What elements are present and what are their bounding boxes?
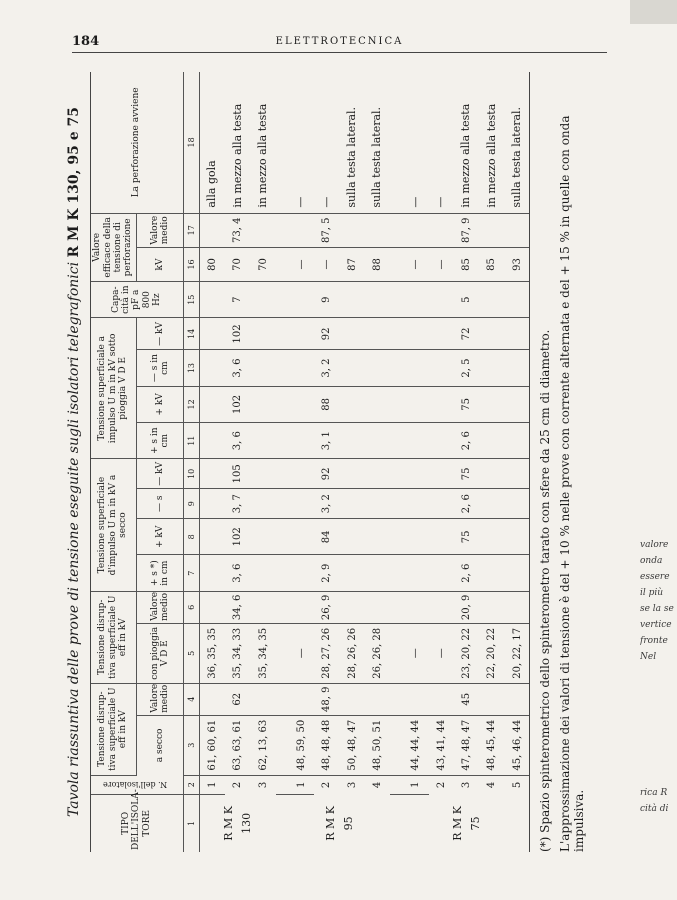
footnote-spark-gap: (*) Spazio spinterometrico dello spinterometro tarato con sfere da 25 cm di diametro. [538, 329, 552, 852]
cell-c17: 87, 5 [314, 213, 339, 247]
cell-c10 [340, 459, 365, 489]
cell-c10: 75 [454, 459, 479, 489]
cell-c9 [403, 489, 428, 519]
cell-c18: in mezzo alla testa [454, 72, 479, 213]
table-row [340, 72, 365, 852]
cell-c13 [505, 350, 530, 386]
cell-c11: 3, 6 [225, 423, 250, 459]
cell-c10 [403, 459, 428, 489]
header-tipo: TIPO DELL'ISOLA- TORE [90, 794, 184, 852]
col-number: 14 [184, 318, 200, 350]
cell-c11 [365, 423, 390, 459]
cell-c13 [200, 350, 226, 386]
cell-c14 [289, 318, 314, 350]
fragment-line: fronte [640, 636, 668, 646]
cell-c3: 62, 13, 63 [251, 715, 276, 775]
header-group-rain: Tensione disrup- tiva superficiale U eff in kV [90, 591, 137, 683]
cell-c10 [479, 459, 504, 489]
cell-c12 [200, 386, 226, 422]
cell-c15 [289, 282, 314, 318]
cell-c18: in mezzo alla testa [251, 72, 276, 213]
cell-c12 [365, 386, 390, 422]
cell-number: 4 [371, 781, 383, 789]
cell-c14 [365, 318, 390, 350]
cell-c12 [505, 386, 530, 422]
cell-c15 [365, 282, 390, 318]
col-number: 4 [184, 683, 200, 715]
header-rule [72, 52, 607, 53]
cell-c12: 102 [225, 386, 250, 422]
cell-c14 [200, 318, 226, 350]
cell-c17 [289, 213, 314, 247]
fragment-line: il più [640, 588, 664, 598]
cell-c10 [505, 459, 530, 489]
table-row [454, 72, 479, 852]
cell-c3: 44, 44, 44 [403, 715, 428, 775]
cell-c18: in mezzo alla testa [225, 72, 250, 213]
cell-c18: — [403, 72, 428, 213]
cell-c16: 70 [225, 247, 250, 281]
cell-c9 [289, 489, 314, 519]
cell-tipo: R M K 75 [451, 806, 482, 841]
cell-c4 [289, 683, 314, 715]
cell-c4 [251, 683, 276, 715]
cell-c7 [289, 555, 314, 591]
fragment-line: rica R [640, 788, 668, 798]
cell-tipo: R M K 95 [324, 806, 355, 841]
cell-c6: 34, 6 [225, 591, 250, 623]
cell-number: 2 [435, 781, 447, 789]
cell-c8: 75 [454, 519, 479, 555]
cell-c17 [505, 213, 530, 247]
table-body [200, 72, 531, 852]
cell-c14 [340, 318, 365, 350]
cell-c14 [479, 318, 504, 350]
cell-c4 [403, 683, 428, 715]
cell-c16: 88 [365, 247, 390, 281]
cell-c18: — [429, 72, 454, 213]
cell-c7 [251, 555, 276, 591]
cell-c3: 61, 60, 61 [200, 715, 226, 775]
header-c14: — kV [137, 318, 184, 350]
cell-c4: 45 [454, 683, 479, 715]
cell-c8 [200, 519, 226, 555]
cell-c13: 3, 2 [314, 350, 339, 386]
header-group-impulse-dry: Tensione superficiale d'impulso U m in kV a secco [90, 459, 137, 591]
col-number: 13 [184, 350, 200, 386]
table-row [314, 72, 339, 852]
cell-c8 [429, 519, 454, 555]
header-c6: Valore medio [137, 591, 184, 623]
cell-c17 [200, 213, 226, 247]
cell-c14 [403, 318, 428, 350]
cell-c6: 20, 9 [454, 591, 479, 623]
cell-number: 2 [232, 781, 244, 789]
cell-c18: sulla testa lateral. [340, 72, 365, 213]
cell-c10 [251, 459, 276, 489]
cell-c8 [340, 519, 365, 555]
cell-c4 [479, 683, 504, 715]
cell-c7 [403, 555, 428, 591]
cell-c10: 105 [225, 459, 250, 489]
cell-c16: 93 [505, 247, 530, 281]
col-number: 10 [184, 459, 200, 489]
cell-c6 [429, 591, 454, 623]
cell-c10 [289, 459, 314, 489]
header-c12: + kV [137, 386, 184, 422]
cell-c18: in mezzo alla testa [479, 72, 504, 213]
cell-c17: 87, 9 [454, 213, 479, 247]
adjacent-page-fragment [640, 540, 677, 900]
col-number: 17 [184, 213, 200, 247]
group-gap [390, 72, 403, 852]
cell-c5: 35, 34, 33 [225, 623, 250, 683]
fragment-line: se la se [640, 604, 674, 614]
cell-c5: 20, 22, 17 [505, 623, 530, 683]
cell-c6 [365, 591, 390, 623]
group-gap [276, 72, 289, 852]
cell-c12 [289, 386, 314, 422]
header-c13: — s in cm [137, 350, 184, 386]
cell-c13 [365, 350, 390, 386]
cell-c8 [479, 519, 504, 555]
header-group-perforation: Valore efficace della tensione di perforazione [90, 213, 137, 281]
header-c3: a secco [137, 715, 184, 775]
cell-c5: 23, 20, 22 [454, 623, 479, 683]
cell-c17 [365, 213, 390, 247]
cell-c9: 3, 7 [225, 489, 250, 519]
header-c17: Valore medio [137, 213, 184, 247]
cell-c8: 102 [225, 519, 250, 555]
cell-c8 [365, 519, 390, 555]
fragment-line: essere [640, 572, 670, 582]
cell-c6: 26, 9 [314, 591, 339, 623]
cell-number: 3 [460, 781, 472, 789]
cell-c3: 63, 63, 61 [225, 715, 250, 775]
col-number: 15 [184, 282, 200, 318]
cell-c18: — [314, 72, 339, 213]
cell-c17 [403, 213, 428, 247]
cell-c14: 92 [314, 318, 339, 350]
cell-c4 [429, 683, 454, 715]
col-number: 1 [184, 794, 200, 852]
cell-c7: 2, 9 [314, 555, 339, 591]
header-num: N. dell'isolatore [90, 775, 184, 794]
cell-c5: 26, 26, 28 [365, 623, 390, 683]
cell-c14 [505, 318, 530, 350]
cell-number: 1 [403, 775, 428, 794]
cell-c6 [289, 591, 314, 623]
running-title: ELETTROTECNICA [275, 36, 404, 47]
cell-c5: 35, 34, 35 [251, 623, 276, 683]
cell-c5: 28, 26, 26 [340, 623, 365, 683]
col-number: 11 [184, 423, 200, 459]
cell-c5: 22, 20, 22 [479, 623, 504, 683]
cell-c18: sulla testa lateral. [505, 72, 530, 213]
cell-c4 [505, 683, 530, 715]
cell-c3: 50, 48, 47 [340, 715, 365, 775]
cell-c6 [479, 591, 504, 623]
cell-c5: — [429, 623, 454, 683]
cell-c13 [251, 350, 276, 386]
cell-c17 [340, 213, 365, 247]
cell-c10 [429, 459, 454, 489]
table-row [479, 72, 504, 852]
cell-number: 2 [321, 781, 333, 789]
cell-c12 [340, 386, 365, 422]
cell-c9: 2, 6 [454, 489, 479, 519]
cell-c16: — [403, 247, 428, 281]
header-c7: + s *) in cm [137, 555, 184, 591]
cell-c13 [403, 350, 428, 386]
header-group-impulse-rain: Tensione superficiale a impulso U m in kV sotto pioggia V D E [90, 318, 137, 459]
cell-c16: — [314, 247, 339, 281]
cell-c15 [251, 282, 276, 318]
cell-number: 1 [200, 775, 226, 794]
fragment-line: onda [640, 556, 663, 566]
cell-c7 [479, 555, 504, 591]
cell-c4 [365, 683, 390, 715]
cell-c7 [505, 555, 530, 591]
cell-c16: 70 [251, 247, 276, 281]
cell-c11: 3, 1 [314, 423, 339, 459]
cell-number: 1 [289, 775, 314, 794]
cell-c4: 48, 9 [314, 683, 339, 715]
cell-c13: 3, 6 [225, 350, 250, 386]
cell-c8 [403, 519, 428, 555]
summary-table [90, 72, 530, 852]
cell-c5: — [403, 623, 428, 683]
cell-c8 [289, 519, 314, 555]
cell-c5: — [289, 623, 314, 683]
page-number: 184 [72, 34, 100, 49]
cell-c7 [365, 555, 390, 591]
cell-c4 [200, 683, 226, 715]
cell-c15: 9 [314, 282, 339, 318]
page-header [72, 34, 607, 56]
cell-c8 [505, 519, 530, 555]
table-head [90, 72, 200, 852]
cell-c3: 48, 50, 51 [365, 715, 390, 775]
cell-c8 [251, 519, 276, 555]
cell-c16: 80 [200, 247, 226, 281]
table-row [403, 72, 428, 852]
cell-c15 [479, 282, 504, 318]
cell-number: 4 [486, 781, 498, 789]
cell-c9 [365, 489, 390, 519]
col-number: 2 [184, 775, 200, 794]
cell-c9 [505, 489, 530, 519]
cell-c17 [479, 213, 504, 247]
col-number: 6 [184, 591, 200, 623]
cell-number: 5 [511, 781, 523, 789]
cell-c3: 48, 59, 50 [289, 715, 314, 775]
cell-c10 [365, 459, 390, 489]
cell-c11 [289, 423, 314, 459]
cell-c11 [429, 423, 454, 459]
table-row [225, 72, 250, 852]
cell-c18: alla gola [200, 72, 226, 213]
cell-c16: 85 [454, 247, 479, 281]
fragment-line: cità di [640, 804, 669, 814]
cell-c13 [289, 350, 314, 386]
cell-c15 [403, 282, 428, 318]
fragment-line: valore [640, 540, 669, 550]
cell-c16: 87 [340, 247, 365, 281]
cell-c6 [403, 591, 428, 623]
table-row [289, 72, 314, 852]
table-row [365, 72, 390, 852]
cell-c11 [340, 423, 365, 459]
cell-c16: — [289, 247, 314, 281]
cell-c5: 28, 27, 26 [314, 623, 339, 683]
cell-number: 3 [346, 781, 358, 789]
cell-c3: 48, 48, 48 [314, 715, 339, 775]
cell-c7: 2, 6 [454, 555, 479, 591]
cell-tipo: R M K 130 [222, 806, 253, 841]
cell-c6 [251, 591, 276, 623]
cell-c12: 75 [454, 386, 479, 422]
cell-c10 [200, 459, 226, 489]
cell-c7: 3, 6 [225, 555, 250, 591]
header-c9: — s [137, 489, 184, 519]
cell-c15: 5 [454, 282, 479, 318]
cell-c11 [479, 423, 504, 459]
cell-c3: 47, 48, 47 [454, 715, 479, 775]
cell-c13 [429, 350, 454, 386]
rotated-table-block [62, 72, 586, 852]
cell-c17: 73, 4 [225, 213, 250, 247]
cell-c11 [251, 423, 276, 459]
header-c10: — kV [137, 459, 184, 489]
header-capacity: Capa- cità in pF a 800 Hz [90, 282, 184, 318]
header-c4: Valore medio [137, 683, 184, 715]
cell-number: 3 [257, 781, 269, 789]
cell-c5: 36, 35, 35 [200, 623, 226, 683]
caption-models: R M K 130, 95 e 75 [66, 106, 82, 258]
cell-c15 [429, 282, 454, 318]
cell-c12: 88 [314, 386, 339, 422]
cell-c13 [340, 350, 365, 386]
cell-c6 [200, 591, 226, 623]
cell-c6 [340, 591, 365, 623]
header-c16: kV [137, 247, 184, 281]
cell-c18: sulla testa lateral. [365, 72, 390, 213]
cell-c3: 43, 41, 44 [429, 715, 454, 775]
table-caption: Tavola riassuntiva delle prove di tensione eseguite sugli isolatori telegrafonici R M K 130, 95 e 75 [66, 106, 82, 818]
cell-c12 [251, 386, 276, 422]
cell-c11 [505, 423, 530, 459]
cell-c13: 2, 5 [454, 350, 479, 386]
cell-c15 [505, 282, 530, 318]
col-number: 18 [184, 72, 200, 213]
cell-c9 [200, 489, 226, 519]
col-number: 8 [184, 519, 200, 555]
cell-c12 [429, 386, 454, 422]
cell-c17 [429, 213, 454, 247]
cell-c14: 102 [225, 318, 250, 350]
table-row [505, 72, 530, 852]
col-number: 3 [184, 715, 200, 775]
cell-c13 [479, 350, 504, 386]
col-number: 9 [184, 489, 200, 519]
footnote-approximation: L'approssimazione dei valori di tensione è del + 10 % nelle prove con corrente alternata e del + 15 % in quelle con onda impulsiva. [558, 115, 586, 852]
cell-c14: 72 [454, 318, 479, 350]
cell-c15: 7 [225, 282, 250, 318]
cell-c7 [340, 555, 365, 591]
cell-c14 [429, 318, 454, 350]
cell-c18: — [289, 72, 314, 213]
cell-c9: 3, 2 [314, 489, 339, 519]
cell-c14 [251, 318, 276, 350]
cell-c9 [251, 489, 276, 519]
fragment-line: vertice [640, 620, 672, 630]
cell-c16: 85 [479, 247, 504, 281]
cell-c10: 92 [314, 459, 339, 489]
col-number: 12 [184, 386, 200, 422]
table-row [251, 72, 276, 852]
cell-c9 [479, 489, 504, 519]
table-row [200, 72, 226, 852]
cell-c15 [200, 282, 226, 318]
cell-c15 [340, 282, 365, 318]
cell-c17 [251, 213, 276, 247]
cell-c7 [429, 555, 454, 591]
cell-c3: 48, 45, 44 [479, 715, 504, 775]
cell-c12 [403, 386, 428, 422]
cell-c9 [429, 489, 454, 519]
header-group-dry: Tensione disrup- tiva superficiale U eff in kV [90, 683, 137, 775]
cell-c11 [200, 423, 226, 459]
cell-c4: 62 [225, 683, 250, 715]
table-row [429, 72, 454, 852]
col-number: 5 [184, 623, 200, 683]
cell-c8: 84 [314, 519, 339, 555]
cell-c3: 45, 46, 44 [505, 715, 530, 775]
col-number: 7 [184, 555, 200, 591]
cell-c4 [340, 683, 365, 715]
col-number: 16 [184, 247, 200, 281]
cell-c9 [340, 489, 365, 519]
cell-c6 [505, 591, 530, 623]
fragment-line: Nel [640, 652, 657, 662]
header-perforation-place: La perforazione avviene [90, 72, 184, 213]
cell-c7 [200, 555, 226, 591]
cell-c11 [403, 423, 428, 459]
cell-c11: 2, 6 [454, 423, 479, 459]
header-c11: + s in cm [137, 423, 184, 459]
cell-c16: — [429, 247, 454, 281]
header-c8: + kV [137, 519, 184, 555]
cell-c12 [479, 386, 504, 422]
header-c5: con pioggia V D E [137, 623, 184, 683]
page-corner-shadow [630, 0, 677, 24]
